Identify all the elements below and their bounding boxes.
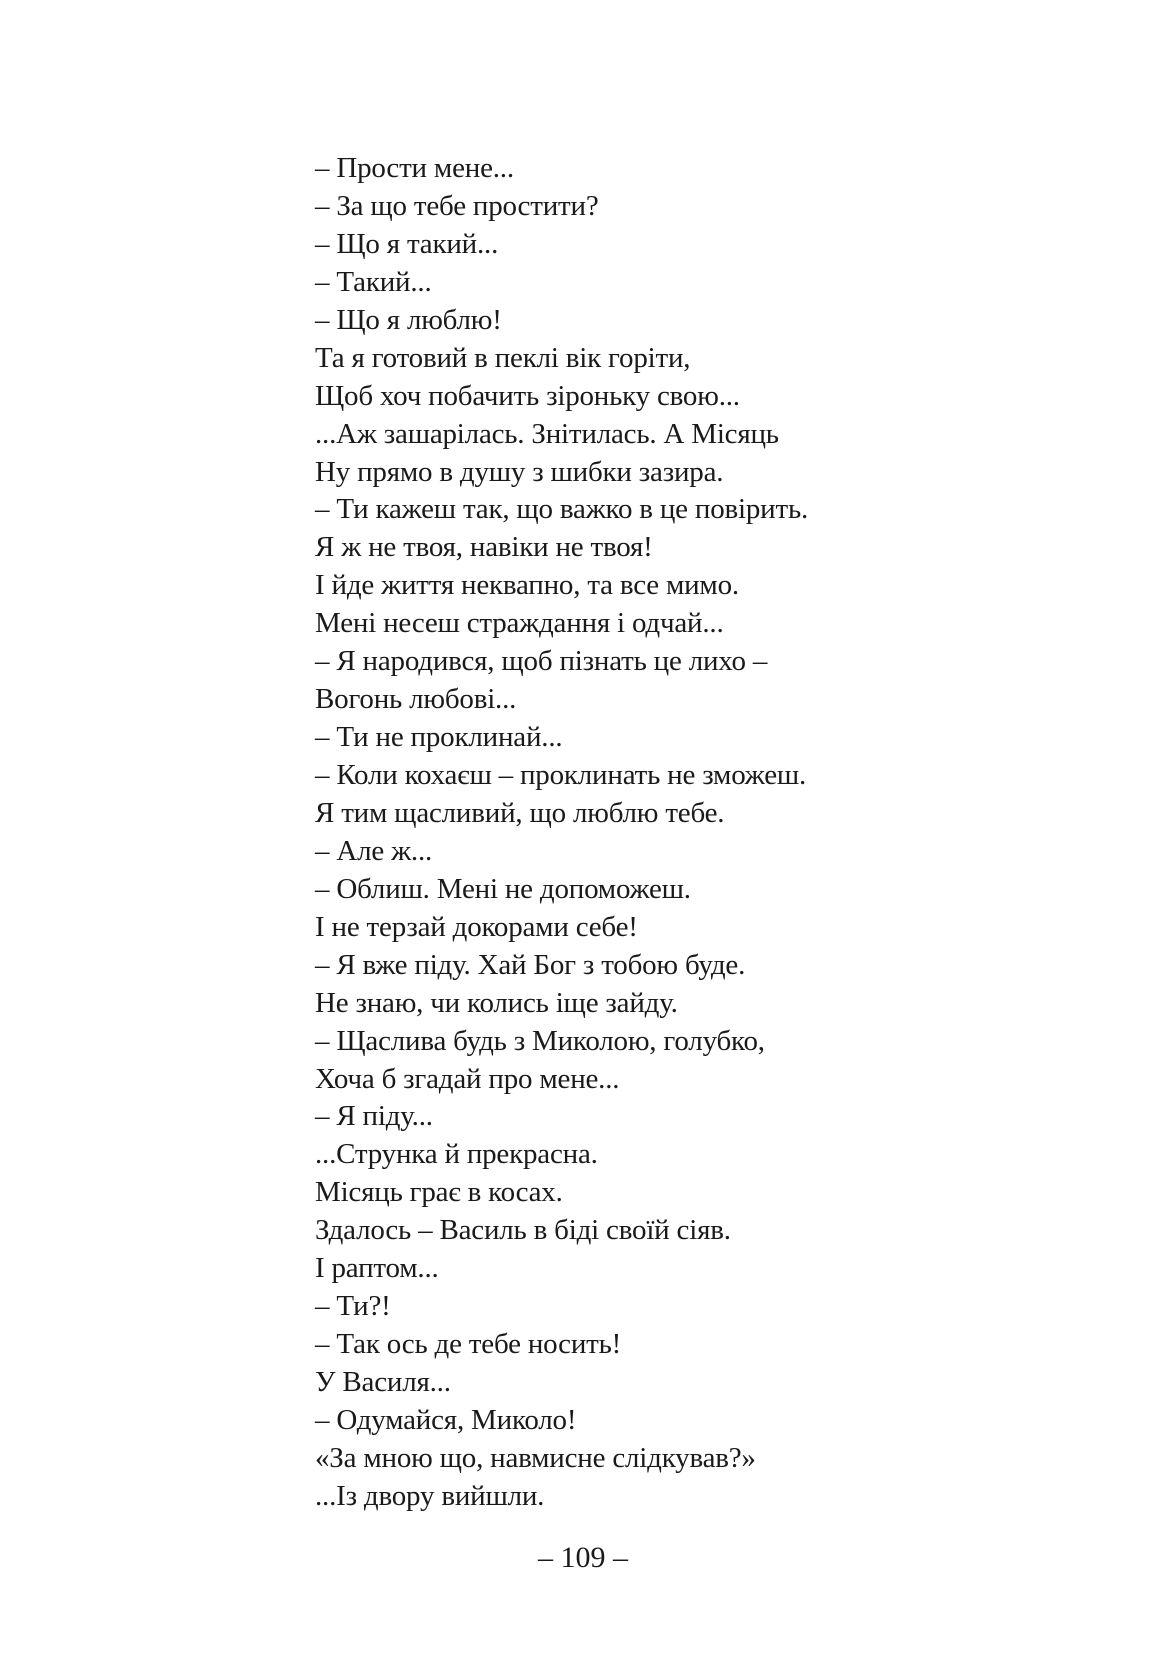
poem-line: ...Із двору вийшли. xyxy=(315,1479,545,1512)
poem-line: Та я готовий в пеклі вік горіти, xyxy=(315,341,691,374)
poem-line: – Одумайся, Миколо! xyxy=(315,1403,577,1436)
poem-line: – Я народився, щоб пізнать це лихо – xyxy=(315,645,768,678)
poem-line: Місяць грає в косах. xyxy=(315,1176,563,1209)
poem-line: ...Струнка й прекрасна. xyxy=(315,1138,598,1171)
poem-line: – Прости мене... xyxy=(315,152,514,184)
poem-line: Ну прямо в душу з шибки зазира. xyxy=(315,455,724,488)
poem-line: Не знаю, чи колись іще зайду. xyxy=(315,986,678,1019)
poem-line: – Ти кажеш так, що важко в це повірить. xyxy=(315,493,809,526)
poem-text xyxy=(315,150,955,1516)
poem-line: «За мною що, навмисне слідкував?» xyxy=(315,1441,756,1474)
poem-line: І раптом... xyxy=(315,1252,439,1285)
poem-line: Я ж не твоя, навіки не твоя! xyxy=(315,531,653,564)
poem-line: – Що я такий... xyxy=(315,227,499,260)
poem-line: – Ти не проклинай... xyxy=(315,721,563,754)
poem-line: – Такий... xyxy=(315,265,432,298)
poem-line: – Так ось де тебе носить! xyxy=(315,1328,622,1361)
poem-line: І не терзай докорами себе! xyxy=(315,910,638,943)
poem-line: – Коли кохаєш – проклинать не зможеш. xyxy=(315,759,807,791)
poem-line: – За що тебе простити? xyxy=(315,189,599,222)
poem-line: – Я вже піду. Хай Бог з тобою буде. xyxy=(315,948,746,981)
page-number: – 109 – xyxy=(538,1541,628,1574)
poem-line: Мені несеш страждання і одчай... xyxy=(315,607,724,640)
poem-line: – Що я люблю! xyxy=(315,303,502,336)
poem-line: – Щаслива будь з Миколою, голубко, xyxy=(315,1024,765,1057)
poem-line: – Ти?! xyxy=(315,1290,391,1323)
poem-line: Здалось – Василь в біді своїй сіяв. xyxy=(315,1214,731,1247)
poem-line: Я тим щасливий, що люблю тебе. xyxy=(315,796,725,829)
poem-line: І йде життя неквапно, та все мимо. xyxy=(315,569,739,602)
poem-line: У Василя... xyxy=(315,1366,451,1398)
poem-line: Щоб хоч побачить зіроньку свою... xyxy=(315,379,740,412)
poem-line: – Я піду... xyxy=(315,1100,433,1133)
poem-line: – Облиш. Мені не допоможеш. xyxy=(315,872,691,905)
poem-line: – Але ж... xyxy=(315,834,433,867)
poem-line: ...Аж зашарілась. Знітилась. А Місяць xyxy=(315,417,779,450)
poem-line: Вогонь любові... xyxy=(315,683,517,716)
poem-line: Хоча б згадай про мене... xyxy=(315,1062,620,1095)
